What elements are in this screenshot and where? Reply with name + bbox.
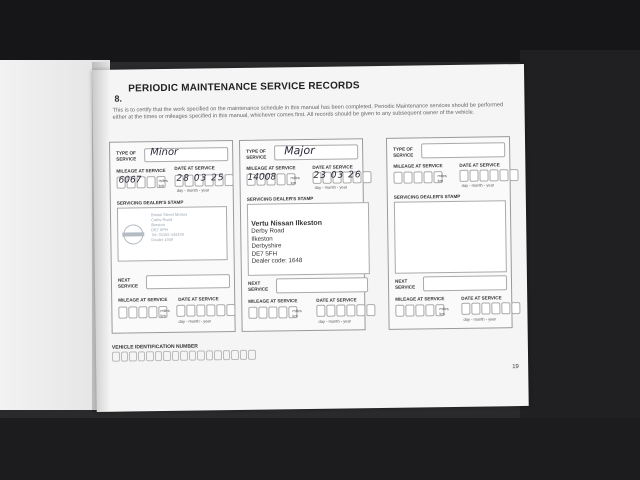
next-mileage-label: MILEAGE AT SERVICE bbox=[395, 296, 445, 302]
next-miles-km-label: miles km bbox=[160, 307, 170, 319]
dealer-stamp-label: SERVICING DEALER'S STAMP bbox=[116, 199, 184, 206]
type-of-service-value: Minor bbox=[150, 146, 179, 159]
section-number: 8. bbox=[114, 93, 122, 104]
mileage-label: MILEAGE AT SERVICE bbox=[393, 163, 443, 169]
date-value: 28 03 25 bbox=[176, 173, 225, 184]
next-service-field bbox=[423, 275, 507, 291]
mileage-boxes bbox=[393, 171, 442, 184]
next-date-boxes bbox=[176, 304, 235, 317]
service-record-3 bbox=[386, 136, 513, 330]
next-service-field bbox=[146, 274, 230, 289]
next-service-field bbox=[276, 277, 368, 293]
miles-km-label: miles km bbox=[290, 175, 300, 186]
spine-shadow bbox=[92, 62, 110, 412]
page-title: PERIODIC MAINTENANCE SERVICE RECORDS bbox=[128, 80, 360, 95]
type-of-service-label: TYPE OF SERVICE bbox=[393, 146, 414, 158]
next-date-label: DATE AT SERVICE bbox=[316, 297, 357, 303]
next-mileage-label: MILEAGE AT SERVICE bbox=[248, 298, 298, 304]
service-record-1 bbox=[109, 140, 236, 334]
date-format-label: day - month - year bbox=[176, 187, 210, 193]
next-mileage-boxes bbox=[248, 306, 297, 319]
date-boxes bbox=[459, 169, 518, 182]
next-miles-km-label: miles km bbox=[292, 308, 302, 319]
next-date-format-label: day - month - year bbox=[463, 316, 497, 322]
dealer-stamp-label: SERVICING DEALER'S STAMP bbox=[393, 193, 461, 200]
mileage-value: 14008 bbox=[247, 172, 277, 183]
mileage-label: MILEAGE AT SERVICE bbox=[246, 165, 296, 171]
dealer-stamp-text: Bristol Street Motors Carlis Road Ilkeston DE7 8PH Tel: 01159 444499 Dealer 1949 bbox=[150, 211, 188, 243]
miles-km-label: miles km bbox=[437, 173, 447, 184]
next-service-label: NEXT SERVICE bbox=[247, 280, 269, 292]
intro-text: This is to certify that the work specified on the maintenance schedule in this manual has been completed. Periodic Maintenance services should be performed either at the times or mileages specified in this manual, whichever comes first. All records should be given to any subsequent owner of the vehicle. bbox=[112, 102, 504, 121]
next-date-format-label: day - month - year bbox=[178, 318, 212, 324]
date-format-label: day - month - year bbox=[461, 182, 495, 188]
car-seat-background-bottom bbox=[0, 418, 640, 480]
next-date-boxes bbox=[461, 302, 520, 315]
next-mileage-label: MILEAGE AT SERVICE bbox=[118, 296, 168, 303]
vin-boxes bbox=[112, 350, 256, 362]
date-format-label: day - month - year bbox=[314, 184, 348, 190]
type-of-service-label: TYPE OF SERVICE bbox=[246, 148, 267, 160]
date-label: DATE AT SERVICE bbox=[174, 165, 215, 171]
car-seat-background-right bbox=[520, 50, 640, 430]
service-record-2 bbox=[239, 138, 366, 332]
next-date-label: DATE AT SERVICE bbox=[461, 295, 502, 301]
date-label: DATE AT SERVICE bbox=[459, 162, 500, 168]
type-of-service-field bbox=[421, 142, 505, 158]
service-record-page bbox=[92, 64, 529, 412]
type-of-service-value: Major bbox=[284, 143, 315, 158]
miles-km-label: miles km bbox=[158, 177, 168, 189]
vin-label: VEHICLE IDENTIFICATION NUMBER bbox=[111, 343, 198, 351]
date-value: 23 03 26 bbox=[313, 170, 362, 181]
dealer-stamp-box bbox=[394, 200, 507, 274]
next-mileage-boxes bbox=[395, 304, 444, 317]
next-date-label: DATE AT SERVICE bbox=[178, 296, 219, 302]
dealer-stamp-label: SERVICING DEALER'S STAMP bbox=[246, 195, 314, 202]
type-of-service-label: TYPE OF SERVICE bbox=[116, 150, 137, 162]
next-date-boxes bbox=[316, 304, 375, 317]
date-label: DATE AT SERVICE bbox=[312, 164, 353, 170]
mileage-label: MILEAGE AT SERVICE bbox=[116, 167, 166, 174]
mileage-value: 6067 bbox=[118, 175, 142, 186]
dealer-stamp-text: Vertu Nissan Ilkeston Derby Road Ilkeston Derbyshire DE7 5FH Dealer code: 1648 bbox=[251, 219, 323, 265]
next-service-label: NEXT SERVICE bbox=[394, 278, 416, 290]
next-service-label: NEXT SERVICE bbox=[117, 277, 139, 289]
next-date-format-label: day - month - year bbox=[318, 318, 352, 324]
page-number: 19 bbox=[512, 364, 519, 371]
next-miles-km-label: miles km bbox=[439, 306, 449, 317]
